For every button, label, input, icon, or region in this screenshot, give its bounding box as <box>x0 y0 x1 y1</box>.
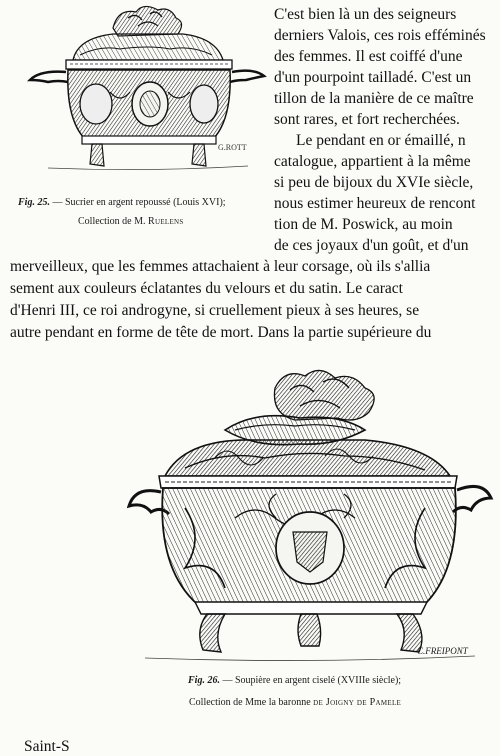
right-column-line-3: des femmes. Il est coiffé d'une <box>274 48 463 65</box>
right-column-line-9: si peu de bijoux du XVIe siècle, <box>274 174 474 191</box>
figure-25-number: Fig. 25. <box>18 197 50 208</box>
figure-25-sugar-bowl-engraving <box>18 0 268 175</box>
bottom-cutoff-line: Saint-S <box>24 738 70 755</box>
right-column-line-6: sont rares, et fort recherchées. <box>274 111 460 128</box>
artist-signature-25: G.ROTT <box>218 143 247 152</box>
right-column-line-2: derniers Valois, ces rois efféminés <box>274 27 486 44</box>
right-column-line-8: catalogue, appartient à la même <box>274 153 471 170</box>
figure-25-collection-prefix: Collection de M. <box>78 216 148 227</box>
artist-signature-26: C.FREIPONT <box>417 646 468 656</box>
right-column-line-12: de ces joyaux d'un goût, et d'un <box>274 237 469 254</box>
right-column-line-10: nous estimer heureux de rencont <box>274 195 476 212</box>
figure-26-soup-tureen-engraving <box>125 368 495 673</box>
figure-25-caption <box>18 197 226 208</box>
body-line-4: autre pendant en forme de tête de mort. Dans la partie supérieure du <box>10 324 432 341</box>
figure-26-caption-text: — Soupière en argent ciselé (XVIIIe siècle); <box>219 675 402 686</box>
right-column-line-4: d'un pourpoint tailladé. C'est un <box>274 69 472 86</box>
figure-26-collection <box>189 697 401 708</box>
figure-26-number: Fig. 26. <box>188 675 220 686</box>
figure-25-caption-text: — Sucrier en argent repoussé (Louis XVI); <box>49 197 226 208</box>
body-line-1: merveilleux, que les femmes attachaient à leur corsage, où ils s'allia <box>10 258 431 275</box>
right-column-line-7: Le pendant en or émaillé, n <box>296 132 466 149</box>
right-column-line-11: tion de M. Poswick, au moin <box>274 216 453 233</box>
right-column-line-1: C'est bien là un des seigneurs <box>274 6 457 23</box>
figure-25-collection <box>78 216 184 227</box>
body-line-3: d'Henri III, ce roi androgyne, si cruellement pieux à ses heures, se <box>10 302 420 319</box>
figure-26-caption <box>188 675 401 686</box>
body-line-2: sement aux couleurs éclatantes du velours et du satin. Le caract <box>10 280 403 297</box>
figure-25-collection-name: Ruelens <box>148 216 184 227</box>
right-column-line-5: tillon de la manière de ce maître <box>274 90 474 107</box>
figure-26-collection-prefix: Collection de Mme la baronne <box>189 697 314 708</box>
figure-26-collection-name: de Joigny de Pamele <box>313 697 402 708</box>
